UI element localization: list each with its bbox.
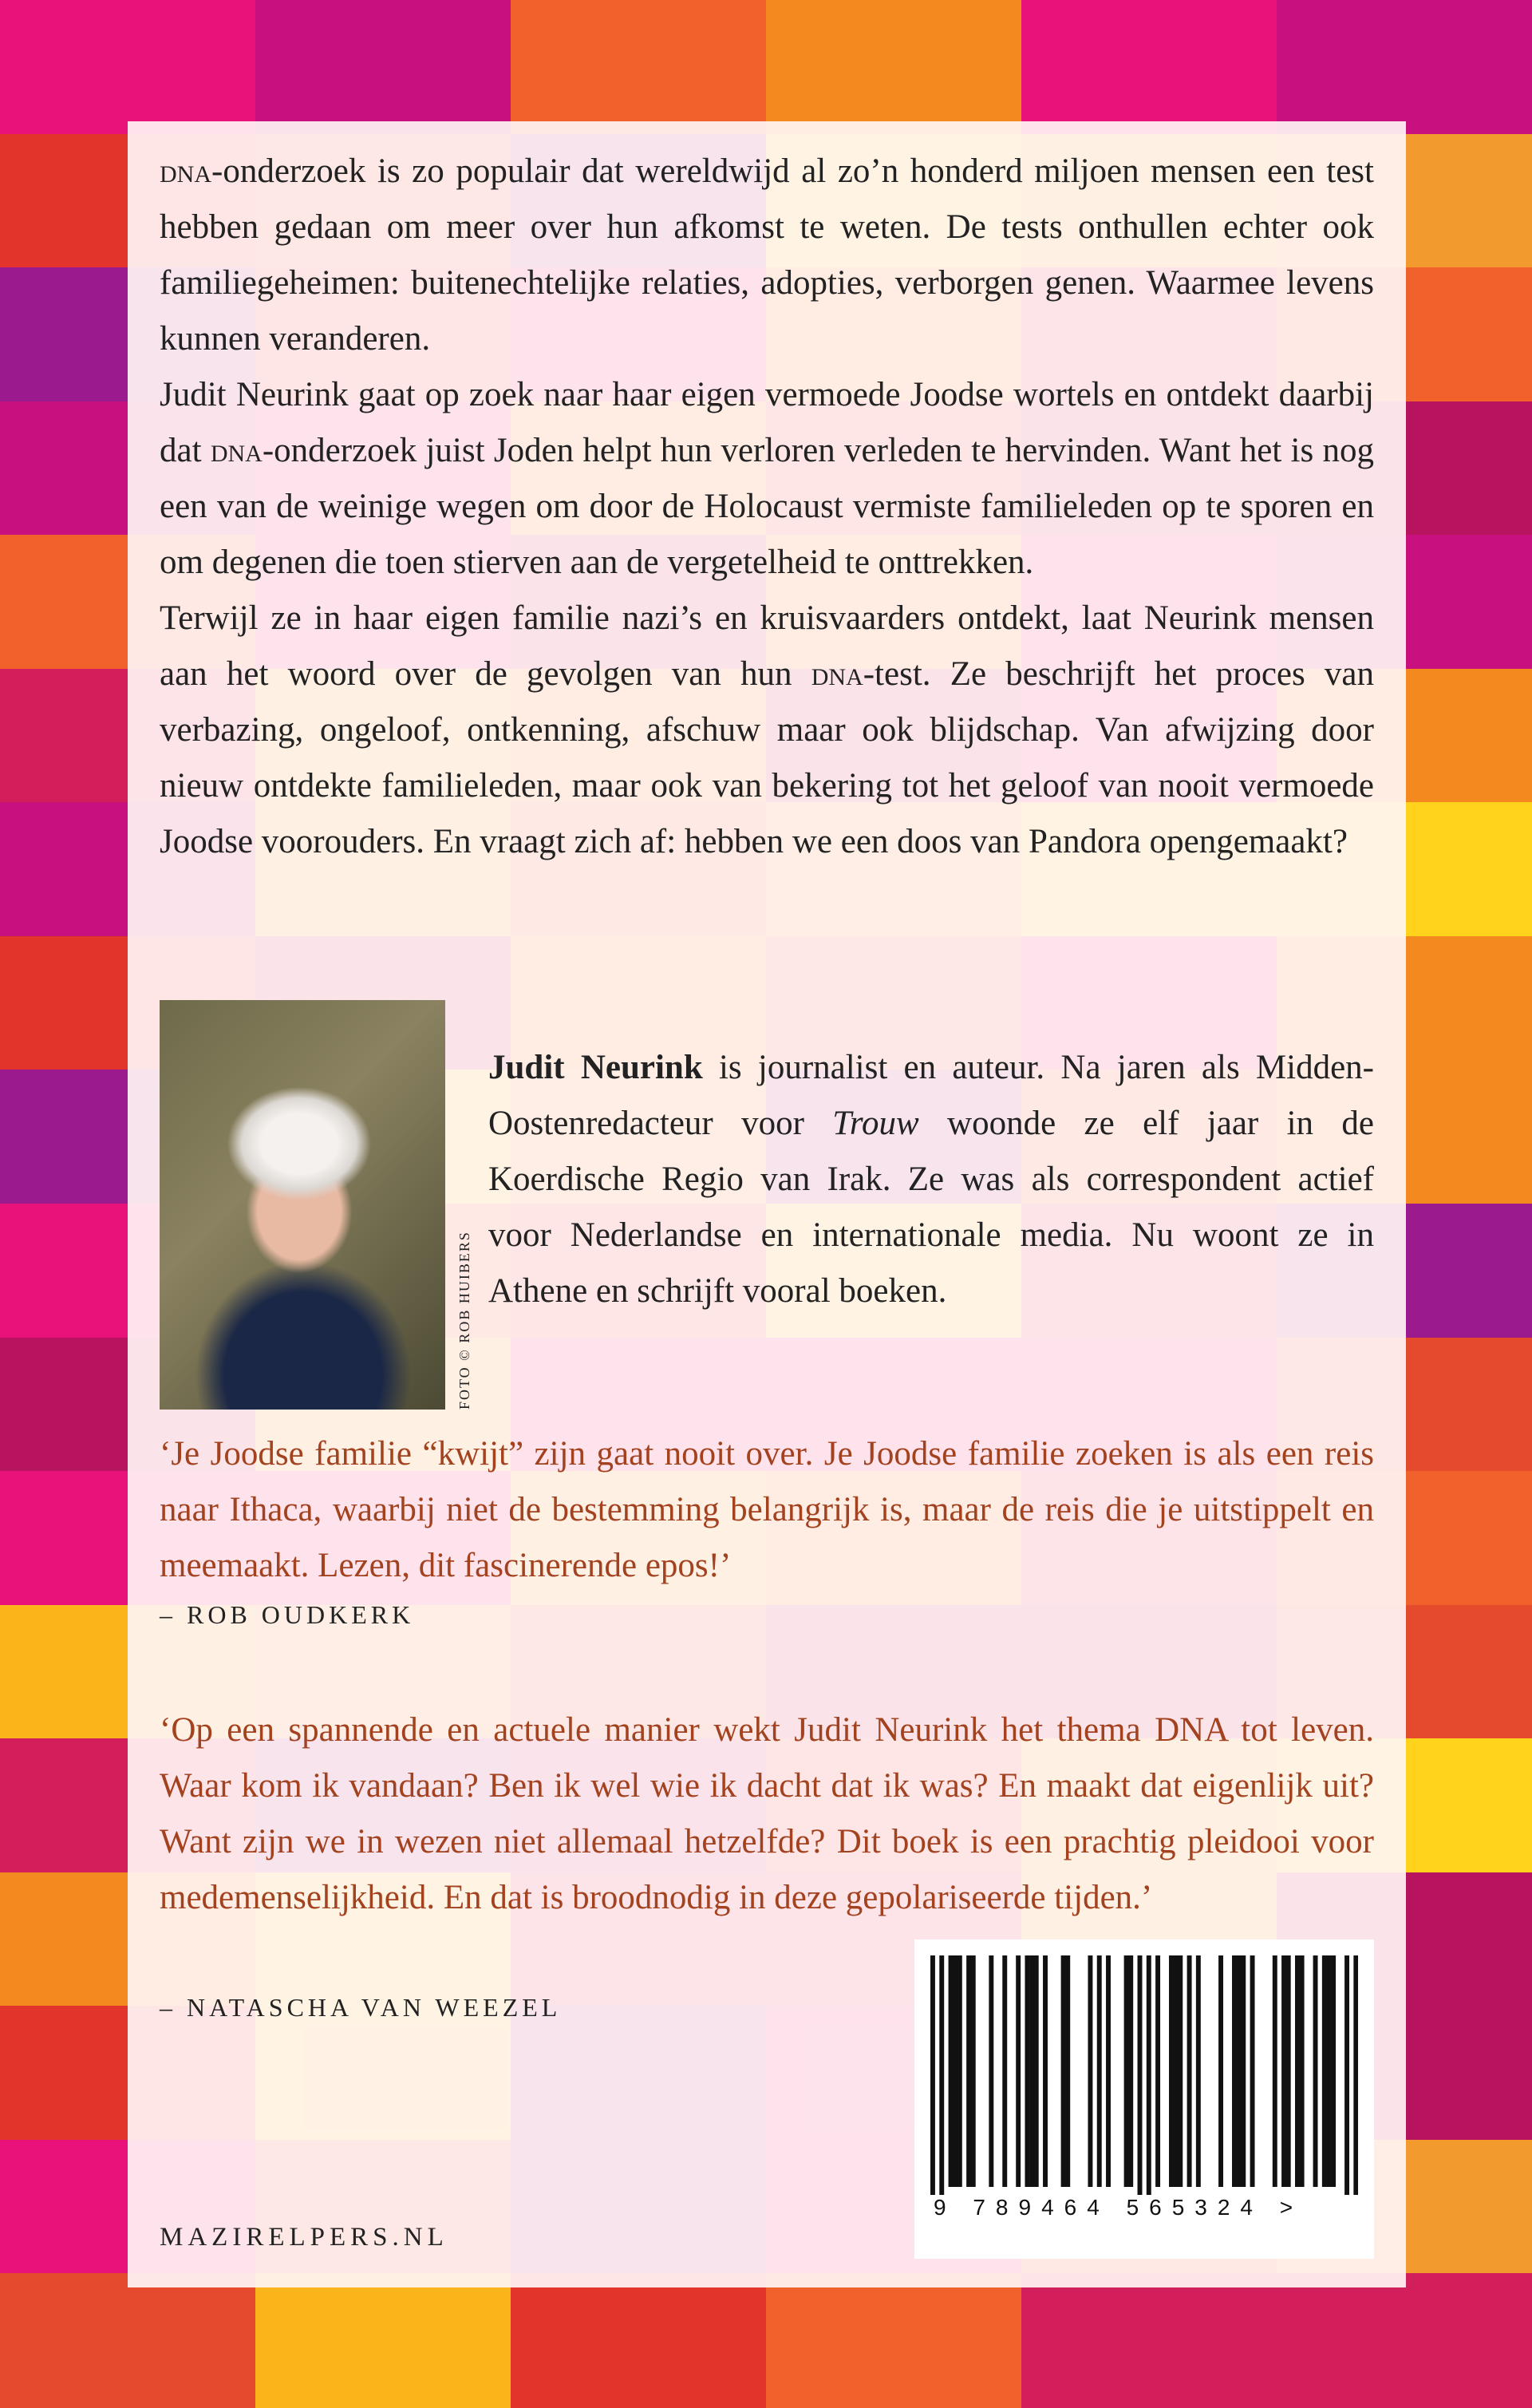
barcode-bar (1237, 1955, 1242, 2187)
background-tile (0, 2273, 256, 2408)
barcode-bar (1061, 1955, 1066, 2187)
blurb-paragraph-2 (160, 367, 1374, 591)
book-blurb (160, 144, 1374, 870)
barcode-bars (930, 1955, 1358, 2195)
blurb-text: -test. Ze beschrijft het proces van verbazing, ongeloof, ontkenning, afschuw maar ook blijdschap. Van afwijzing door nieuw ontdekte familieleden, maar ook van bekering tot het geloof van nooit vermoede Joodse voorouders. En vraagt zich af: hebben we een doos van Pandora opengemaakt? (160, 655, 1375, 860)
barcode-bar (1218, 1955, 1223, 2187)
review-quote-1 (160, 1426, 1374, 1594)
background-tile (766, 0, 1022, 135)
publisher-website: MAZIRELPERS.NL (160, 2223, 448, 2252)
blurb-text: Terwijl ze in haar eigen familie nazi’s en kruisvaarders ontdekt, laat Neurink mensen aan het woord over de gevolgen van hun (160, 599, 1374, 693)
barcode-bar (1106, 1955, 1111, 2187)
barcode-bar (1169, 1955, 1174, 2187)
barcode-bar (1331, 1955, 1336, 2187)
newspaper-name: Trouw (832, 1105, 919, 1142)
barcode-bar (1232, 1955, 1237, 2187)
barcode-bar (1300, 1955, 1305, 2187)
barcode-bar (1353, 1955, 1358, 2195)
author-photo (160, 1000, 445, 1410)
background-tile (1277, 2273, 1532, 2408)
bio-text: woonde ze elf jaar in de Koerdische Regio van Irak. Ze was als correspondent actief voor Nederlandse en internationale media. Nu woont ze in Athene en schrijft vooral boeken. (488, 1105, 1374, 1310)
barcode-bar (1241, 1955, 1246, 2187)
author-bio (488, 1040, 1374, 1319)
dna-smallcaps: dna (160, 152, 211, 190)
quote-text: ‘Op een spannende en actuele manier wekt Judit Neurink het thema DNA tot leven. Waar kom ik vandaan? Ben ik wel wie ik dacht dat ik was? En maakt dat eigenlijk uit? Want zijn we in wezen niet allemaal hetzelfde? Dit boek is een prachtig pleidooi voor medemenselijkheid. En dat is broodnodig in deze gepolariseerde tijden.’ (160, 1711, 1374, 1916)
barcode-bar (1327, 1955, 1332, 2187)
background-tile (511, 0, 767, 135)
background-tile (1021, 0, 1277, 135)
barcode-bar (1065, 1955, 1070, 2187)
barcode-bar (1286, 1955, 1291, 2187)
author-name: Judit Neurink (488, 1049, 703, 1086)
barcode-bar (989, 1955, 993, 2187)
barcode-bar (1313, 1955, 1318, 2187)
barcode-bar (1029, 1955, 1034, 2187)
barcode-bar (1250, 1955, 1255, 2187)
photo-credit: FOTO © ROB HUIBERS (456, 1231, 472, 1410)
quote-attribution-2: – NATASCHA VAN WEEZEL (160, 1993, 562, 2022)
isbn-digits: 9 789464 565324 > (934, 2195, 1304, 2220)
barcode-bar (1088, 1955, 1092, 2187)
barcode-bar (1034, 1955, 1039, 2187)
bio-text: is journalist en auteur. Na jaren als Midden-Oostenredacteur voor (488, 1049, 1375, 1142)
barcode-bar (1281, 1955, 1286, 2187)
background-tile (0, 0, 256, 135)
barcode-bar (1097, 1955, 1102, 2187)
blurb-paragraph-3 (160, 591, 1374, 870)
barcode-bar (1124, 1955, 1129, 2187)
barcode-bar (1174, 1955, 1179, 2187)
background-tile (255, 2273, 511, 2408)
quote-text: ‘Je Joodse familie “kwijt” zijn gaat nooit over. Je Joodse familie zoeken is als een reis naar Ithaca, waarbij niet de bestemming belangrijk is, maar de reis die je uitstippelt en meemaakt. Lezen, dit fascinerende epos!’ (160, 1435, 1374, 1584)
barcode-bar (1043, 1955, 1048, 2187)
barcode-bar (971, 1955, 976, 2187)
dna-smallcaps: dna (210, 432, 263, 469)
barcode-bar (1344, 1955, 1349, 2195)
barcode-bar (930, 1955, 935, 2195)
barcode-bar (1178, 1955, 1183, 2187)
barcode-bar (953, 1955, 958, 2187)
background-tile (1021, 2273, 1277, 2408)
background-tile (766, 2273, 1022, 2408)
barcode-bar (949, 1955, 954, 2187)
review-quote-2 (160, 1702, 1374, 1926)
barcode-bar (1155, 1955, 1160, 2187)
blurb-paragraph-1 (160, 144, 1374, 367)
blurb-text: -onderzoek juist Joden helpt hun verloren verleden te hervinden. Want het is nog een van de weinige wegen om door de Holocaust vermiste familieleden op te sporen en om degenen die toen stierven aan de vergetelheid te onttrekken. (160, 432, 1374, 581)
barcode-bar (1187, 1955, 1192, 2187)
author-bio-paragraph (488, 1040, 1374, 1319)
barcode-bar (1295, 1955, 1300, 2187)
barcode-bar (939, 1955, 944, 2195)
background-tile (255, 0, 511, 135)
blurb-text: -onderzoek is zo populair dat wereldwijd al zo’n honderd miljoen mensen een test hebben gedaan om meer over hun afkomst te weten. De tests onthullen echter ook familiegeheimen: buitenechtelijke relaties, adopties, verborgen genen. Waarmee levens kunnen veranderen. (160, 152, 1374, 358)
barcode-bar (1016, 1955, 1021, 2187)
background-tile (511, 2273, 767, 2408)
barcode-bar (1196, 1955, 1201, 2187)
quote-attribution-1: – ROB OUDKERK (160, 1600, 415, 1629)
barcode-bar (1147, 1955, 1151, 2195)
barcode-bar (1128, 1955, 1133, 2187)
barcode-bar (966, 1955, 971, 2187)
barcode-bar (1025, 1955, 1029, 2187)
barcode-bar (1138, 1955, 1143, 2195)
dna-smallcaps: dna (811, 655, 863, 693)
barcode-bar (1002, 1955, 1007, 2187)
isbn-barcode (914, 1939, 1374, 2259)
blurb-text: Judit Neurink gaat op zoek naar haar eigen vermoede Joodse wortels en ontdekt daarbij dat (160, 376, 1374, 469)
barcode-bar (958, 1955, 962, 2187)
barcode-bar (1322, 1955, 1327, 2187)
background-tile (1277, 0, 1532, 135)
barcode-bar (1273, 1955, 1277, 2187)
